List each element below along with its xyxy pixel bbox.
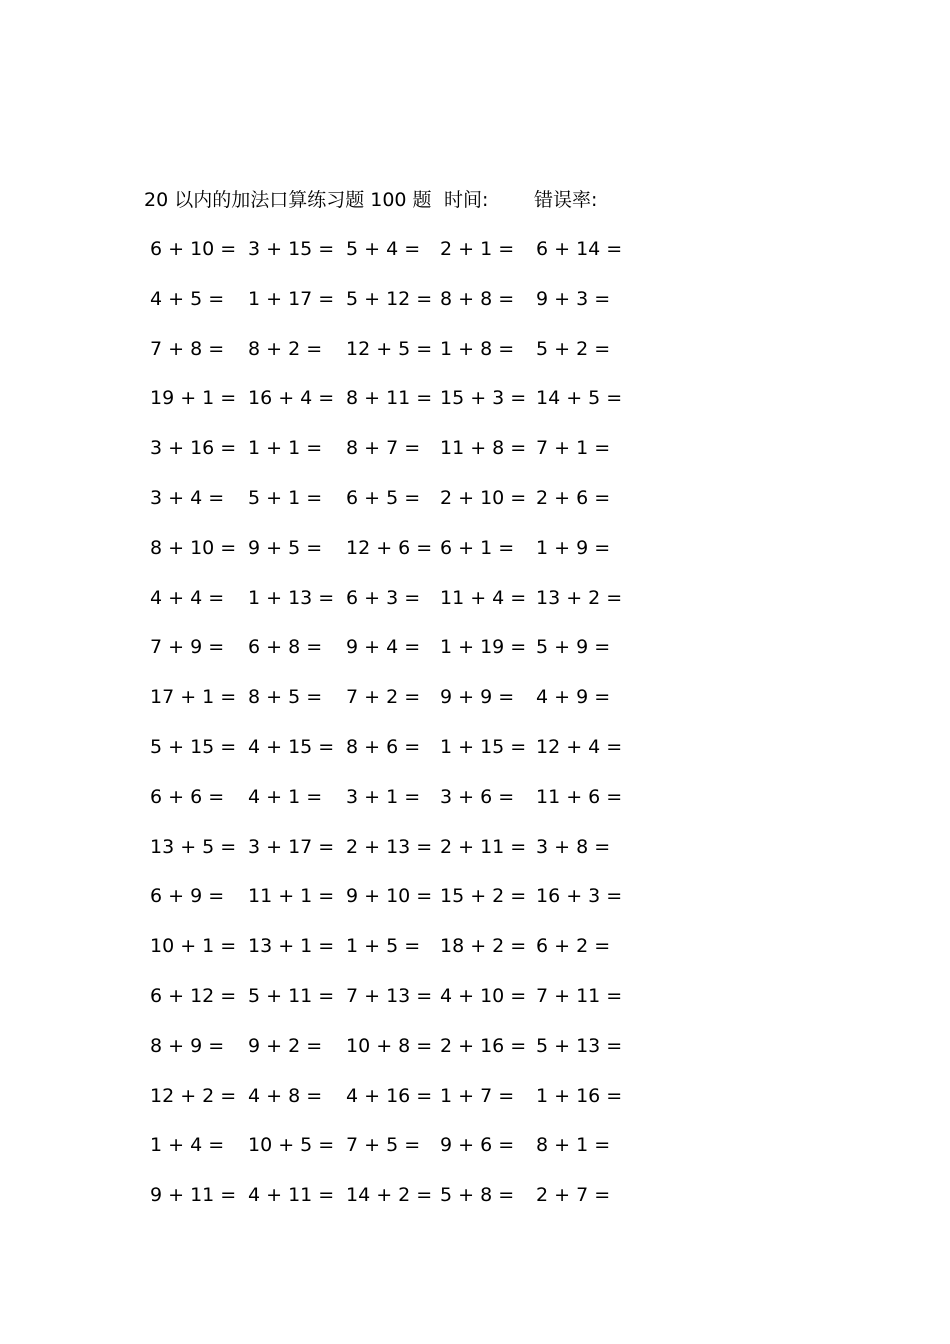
problem-item: 13 + 5 = [150,835,237,858]
problem-item: 9 + 2 = [248,1034,323,1057]
problem-item: 16 + 4 = [248,387,335,410]
problem-item: 1 + 15 = [440,735,527,758]
problem-item: 1 + 4 = [150,1134,225,1157]
problem-item: 3 + 6 = [440,785,515,808]
problem-item: 8 + 10 = [150,536,237,559]
problem-item: 8 + 6 = [346,735,421,758]
problem-item: 5 + 11 = [248,984,335,1007]
problem-item: 4 + 15 = [248,735,335,758]
problem-item: 11 + 6 = [536,785,623,808]
problem-item: 11 + 8 = [440,437,527,460]
problem-item: 13 + 2 = [536,586,623,609]
problem-item: 6 + 10 = [150,238,237,260]
problem-item: 6 + 12 = [150,984,237,1007]
problem-row [0,682,950,732]
problem-item: 6 + 6 = [150,785,225,808]
problem-item: 3 + 16 = [150,437,237,460]
problem-item: 3 + 8 = [536,835,611,858]
problem-item: 5 + 4 = [346,238,421,260]
problem-item: 7 + 13 = [346,984,433,1007]
problem-row [0,433,950,483]
problem-item: 1 + 19 = [440,636,527,659]
problem-item: 4 + 1 = [248,785,323,808]
problem-item: 8 + 2 = [248,337,323,360]
problem-row [0,533,950,583]
problem-row [0,1031,950,1081]
problem-item: 2 + 6 = [536,486,611,509]
problem-item: 11 + 1 = [248,885,335,908]
problem-item: 15 + 2 = [440,885,527,908]
problem-item: 5 + 15 = [150,735,237,758]
problem-item: 6 + 8 = [248,636,323,659]
problem-item: 2 + 16 = [440,1034,527,1057]
problem-row [0,1180,950,1230]
problem-item: 15 + 3 = [440,387,527,410]
problem-item: 14 + 2 = [346,1184,433,1207]
error-rate-label: 错误率: [534,189,598,211]
problem-item: 4 + 10 = [440,984,527,1007]
problem-item: 12 + 5 = [346,337,433,360]
problem-item: 3 + 15 = [248,238,335,260]
problem-row [0,1081,950,1131]
problem-row [0,782,950,832]
problem-item: 1 + 13 = [248,586,335,609]
problem-item: 8 + 9 = [150,1034,225,1057]
problem-row [0,632,950,682]
problem-item: 1 + 7 = [440,1084,515,1107]
problem-item: 9 + 9 = [440,686,515,709]
problem-item: 2 + 13 = [346,835,433,858]
problem-item: 9 + 3 = [536,287,611,310]
problem-item: 1 + 9 = [536,536,611,559]
problem-item: 5 + 8 = [440,1184,515,1207]
problem-item: 6 + 3 = [346,586,421,609]
problem-grid [0,234,950,1230]
problem-row [0,483,950,533]
problem-item: 1 + 5 = [346,935,421,958]
problem-row [0,583,950,633]
problem-item: 1 + 17 = [248,287,335,310]
problem-item: 11 + 4 = [440,586,527,609]
problem-item: 16 + 3 = [536,885,623,908]
problem-row [0,981,950,1031]
problem-item: 6 + 5 = [346,486,421,509]
problem-item: 1 + 8 = [440,337,515,360]
problem-row [0,931,950,981]
problem-row [0,234,950,284]
problem-item: 12 + 6 = [346,536,433,559]
problem-item: 7 + 5 = [346,1134,421,1157]
problem-row [0,1130,950,1180]
problem-item: 9 + 6 = [440,1134,515,1157]
problem-item: 3 + 1 = [346,785,421,808]
problem-item: 7 + 9 = [150,636,225,659]
problem-item: 9 + 10 = [346,885,433,908]
problem-item: 2 + 10 = [440,486,527,509]
problem-item: 7 + 2 = [346,686,421,709]
problem-item: 8 + 11 = [346,387,433,410]
problem-item: 10 + 8 = [346,1034,433,1057]
problem-item: 10 + 5 = [248,1134,335,1157]
problem-item: 2 + 7 = [536,1184,611,1207]
problem-row [0,832,950,882]
problem-item: 9 + 11 = [150,1184,237,1207]
problem-item: 12 + 2 = [150,1084,237,1107]
problem-item: 6 + 2 = [536,935,611,958]
problem-item: 1 + 1 = [248,437,323,460]
problem-item: 14 + 5 = [536,387,623,410]
problem-row [0,881,950,931]
problem-item: 5 + 12 = [346,287,433,310]
problem-item: 6 + 14 = [536,238,623,260]
problem-item: 4 + 9 = [536,686,611,709]
problem-row [0,334,950,384]
problem-item: 19 + 1 = [150,387,237,410]
problem-item: 8 + 8 = [440,287,515,310]
problem-item: 7 + 1 = [536,437,611,460]
problem-item: 4 + 4 = [150,586,225,609]
problem-item: 6 + 1 = [440,536,515,559]
problem-item: 2 + 1 = [440,238,515,260]
problem-item: 5 + 1 = [248,486,323,509]
problem-item: 7 + 11 = [536,984,623,1007]
problem-item: 3 + 4 = [150,486,225,509]
problem-item: 12 + 4 = [536,735,623,758]
problem-item: 8 + 7 = [346,437,421,460]
problem-item: 4 + 5 = [150,287,225,310]
problem-item: 9 + 4 = [346,636,421,659]
problem-item: 5 + 13 = [536,1034,623,1057]
problem-item: 4 + 11 = [248,1184,335,1207]
problem-item: 3 + 17 = [248,835,335,858]
time-label: 时间: [444,189,489,211]
problem-item: 9 + 5 = [248,536,323,559]
problem-item: 4 + 8 = [248,1084,323,1107]
worksheet-title: 20 以内的加法口算练习题 100 题 [144,189,432,211]
problem-row [0,383,950,433]
problem-item: 4 + 16 = [346,1084,433,1107]
problem-item: 1 + 16 = [536,1084,623,1107]
problem-item: 18 + 2 = [440,935,527,958]
problem-row [0,732,950,782]
problem-item: 8 + 5 = [248,686,323,709]
problem-item: 10 + 1 = [150,935,237,958]
problem-item: 13 + 1 = [248,935,335,958]
problem-item: 5 + 2 = [536,337,611,360]
problem-item: 7 + 8 = [150,337,225,360]
problem-item: 5 + 9 = [536,636,611,659]
problem-item: 6 + 9 = [150,885,225,908]
problem-item: 2 + 11 = [440,835,527,858]
problem-item: 17 + 1 = [150,686,237,709]
problem-item: 8 + 1 = [536,1134,611,1157]
problem-row [0,284,950,334]
